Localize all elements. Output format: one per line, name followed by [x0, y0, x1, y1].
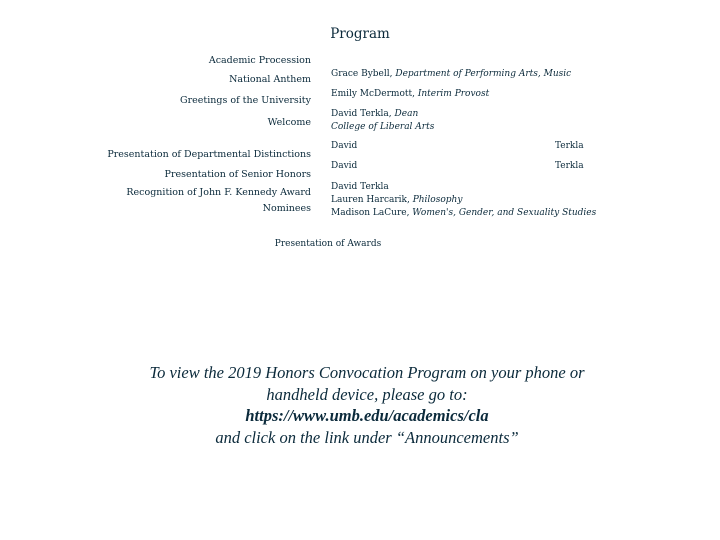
nominee-1-name: Lauren Harcarik,: [331, 195, 413, 205]
welcome-role: Dean: [394, 109, 419, 119]
welcome-college: [331, 122, 434, 132]
honors-first: David: [331, 161, 358, 171]
program-url-link[interactable]: https://www.umb.edu/academics/cla: [245, 406, 489, 425]
presentation-of-awards: Presentation of Awards: [274, 239, 382, 249]
welcome-name: David Terkla,: [331, 109, 395, 119]
welcome-speaker: [331, 109, 418, 119]
notice-line-1: To view the 2019 Honors Convocation Program on your phone or: [149, 363, 585, 382]
kennedy-nominee-2: [331, 208, 596, 218]
greetings-role: Interim Provost: [417, 89, 490, 99]
item-greetings: Greetings of the University: [180, 95, 311, 106]
honors-last: Terkla: [555, 161, 584, 171]
distinctions-first: David: [331, 141, 358, 151]
item-national-anthem: National Anthem: [229, 74, 311, 85]
nominee-2-dept: Women's, Gender, and Sexuality Studies: [412, 208, 597, 218]
nominee-1-dept: Philosophy: [412, 195, 463, 205]
item-senior-honors: Presentation of Senior Honors: [164, 169, 311, 180]
greetings-name: Emily McDermott,: [331, 89, 418, 99]
item-departmental-distinctions: Presentation of Departmental Distinctions: [107, 149, 311, 160]
anthem-role: Department of Performing Arts, Music: [395, 69, 572, 79]
welcome-college-text: College of Liberal Arts: [331, 122, 435, 132]
item-academic-procession: Academic Procession: [208, 55, 311, 66]
greetings-speaker: [331, 89, 489, 99]
item-kennedy-nominees: Nominees: [262, 203, 311, 214]
anthem-performer: [331, 69, 571, 79]
item-kennedy-award: Recognition of John F. Kennedy Award: [126, 187, 311, 198]
kennedy-nominee-1: [331, 195, 462, 205]
notice-line-3: and click on the link under “Announcements”: [215, 427, 519, 447]
notice-line-2: handheld device, please go to:: [266, 384, 468, 404]
item-welcome: Welcome: [267, 117, 311, 128]
program-notice: [0, 362, 720, 448]
anthem-name: Grace Bybell,: [331, 69, 396, 79]
page-title: Program: [330, 26, 390, 42]
kennedy-presenter: David Terkla: [331, 182, 389, 192]
distinctions-last: Terkla: [555, 141, 584, 151]
nominee-2-name: Madison LaCure,: [331, 208, 413, 218]
